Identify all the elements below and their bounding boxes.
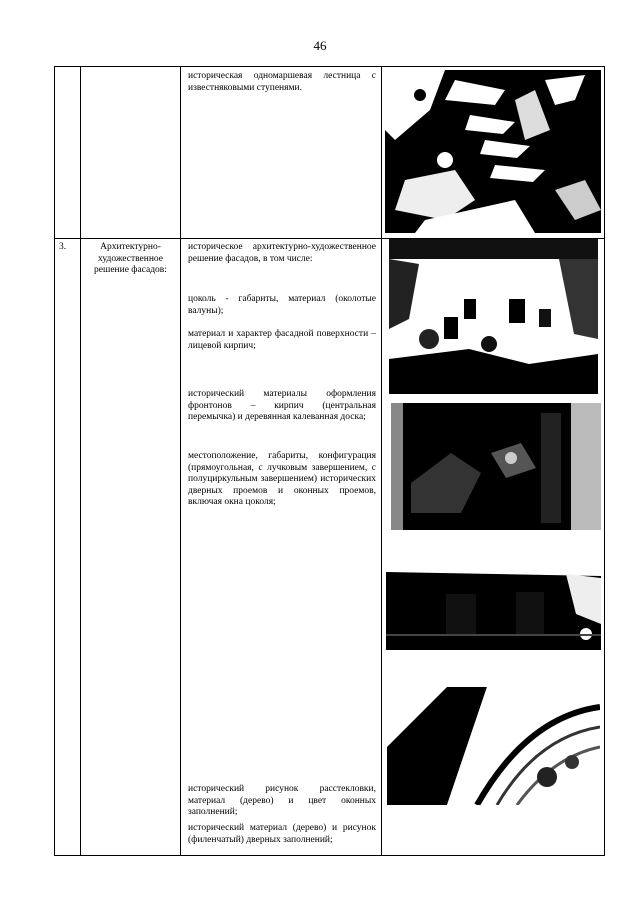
- row2-item-1: историческое архитектурно-художественное решение фасадов, в том числе:: [188, 242, 376, 264]
- column-divider-2: [180, 67, 181, 855]
- staircase-photo-graphic: [385, 70, 601, 233]
- row2-subject: Архитектурно-художественное решение фасадов:: [94, 242, 167, 275]
- row2-item-5: местоположение, габариты, конфигурация (прямоугольная, с лучковым завершением, с полуциркульным завершением) исторических дверных проемов и оконных проемов, включая окна цоколя;: [188, 451, 376, 507]
- row2-item-2: цоколь - габариты, материал (околотые валуны);: [188, 294, 376, 316]
- facade-gable-photo: [391, 403, 601, 530]
- row2-item-3: материал и характер фасадной поверхности – лицевой кирпич;: [188, 329, 376, 351]
- window-arch-photo: [387, 687, 600, 805]
- row2-item-4: исторический материалы оформления фронтонов – кирпич (центральная перемычка) и деревянная калеванная доска;: [188, 389, 376, 422]
- staircase-photo: [385, 70, 601, 233]
- facade-window-photo: [386, 564, 601, 650]
- row2-number: 3.: [59, 242, 67, 252]
- facade-gable-photo-graphic: [391, 403, 601, 530]
- facade-window-photo-graphic: [386, 564, 601, 650]
- facade-brick-photo: [389, 239, 598, 394]
- column-divider-1: [80, 67, 81, 855]
- column-divider-3: [381, 67, 382, 855]
- heritage-table: [54, 66, 605, 856]
- row2-item-6: исторический рисунок расстекловки, материал (дерево) и цвет оконных заполнений;: [188, 784, 376, 817]
- row2-item-7: исторический материал (дерево) и рисунок (филенчатый) дверных заполнений;: [188, 823, 376, 845]
- facade-brick-photo-graphic: [389, 239, 598, 394]
- row1-description: историческая одномаршевая лестница с известняковыми ступенями.: [188, 71, 376, 93]
- page-number: 46: [313, 38, 327, 53]
- window-arch-photo-graphic: [387, 687, 600, 805]
